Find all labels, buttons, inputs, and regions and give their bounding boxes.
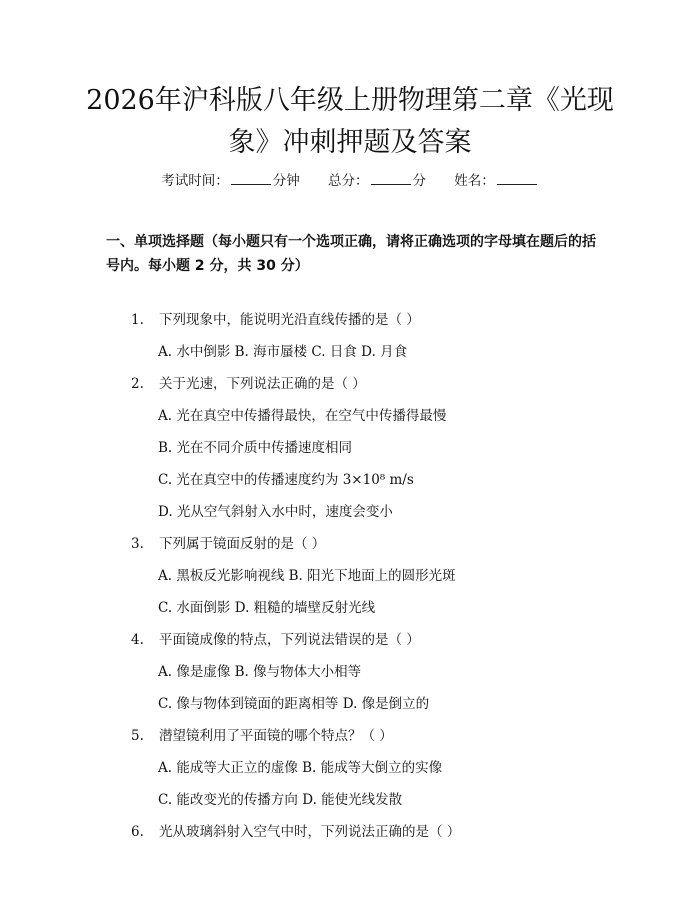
question-number: 1. [131, 312, 144, 328]
question-stem: 下列现象中，能说明光沿直线传播的是（ ） [159, 312, 420, 328]
question-stem: 平面镜成像的特点，下列说法错误的是（ ） [159, 632, 420, 648]
question-number: 6. [131, 824, 144, 840]
section-heading: 一、单项选择题（每小题只有一个选项正确，请将正确选项的字母填在题后的括号内。每小题 2 分，共 30 分） [106, 234, 596, 274]
question-5-options-row-1: A. 能成等大正立的虚像 B. 能成等大倒立的实像 [158, 760, 443, 776]
question-number: 5. [131, 728, 144, 744]
question-stem: 潜望镜利用了平面镜的哪个特点？（ ） [159, 728, 393, 744]
question-number: 3. [131, 536, 144, 552]
question-stem: 关于光速，下列说法正确的是（ ） [159, 376, 366, 392]
score-label: 总分： [328, 173, 369, 189]
question-2-option-d: D. 光从空气斜射入水中时，速度会变小 [158, 504, 393, 520]
question-stem: 下列属于镜面反射的是（ ） [159, 536, 326, 552]
question-5 [131, 726, 393, 746]
question-2 [131, 374, 366, 394]
name-label: 姓名： [454, 173, 495, 189]
question-stem: 光从玻璃斜射入空气中时，下列说法正确的是（ ） [159, 824, 461, 840]
question-4 [131, 630, 420, 650]
question-number: 4. [131, 632, 144, 648]
question-4-options-row-2: C. 像与物体到镜面的距离相等 D. 像是倒立的 [158, 696, 430, 712]
page-title: 2026年沪科版八年级上册物理第二章《光现象》冲刺押题及答案 [86, 85, 614, 158]
time-blank[interactable] [231, 170, 271, 185]
exam-time [161, 170, 300, 191]
exam-info-line [0, 170, 700, 191]
question-3 [131, 534, 325, 554]
question-5-options-row-2: C. 能改变光的传播方向 D. 能使光线发散 [158, 792, 403, 808]
time-unit: 分钟 [272, 173, 300, 189]
question-3-options-row-1: A. 黑板反光影响视线 B. 阳光下地面上的圆形光斑 [158, 568, 456, 584]
question-number: 2. [131, 376, 144, 392]
question-1-options-row-1: A. 水中倒影 B. 海市蜃楼 C. 日食 D. 月食 [158, 344, 408, 360]
question-2-option-b: B. 光在不同介质中传播速度相同 [158, 440, 353, 456]
question-1 [131, 310, 420, 330]
exam-score [328, 170, 426, 191]
score-unit: 分 [412, 173, 426, 189]
time-label: 考试时间： [161, 173, 229, 189]
question-3-options-row-2: C. 水面倒影 D. 粗糙的墙壁反射光线 [158, 600, 376, 616]
question-6 [131, 822, 460, 842]
question-2-option-c: C. 光在真空中的传播速度约为 3×10⁸ m/s [158, 472, 414, 488]
question-2-option-a: A. 光在真空中传播得最快，在空气中传播得最慢 [158, 408, 447, 424]
name-blank[interactable] [497, 170, 537, 185]
score-blank[interactable] [371, 170, 411, 185]
student-name [454, 170, 539, 191]
question-4-options-row-1: A. 像是虚像 B. 像与物体大小相等 [158, 664, 362, 680]
